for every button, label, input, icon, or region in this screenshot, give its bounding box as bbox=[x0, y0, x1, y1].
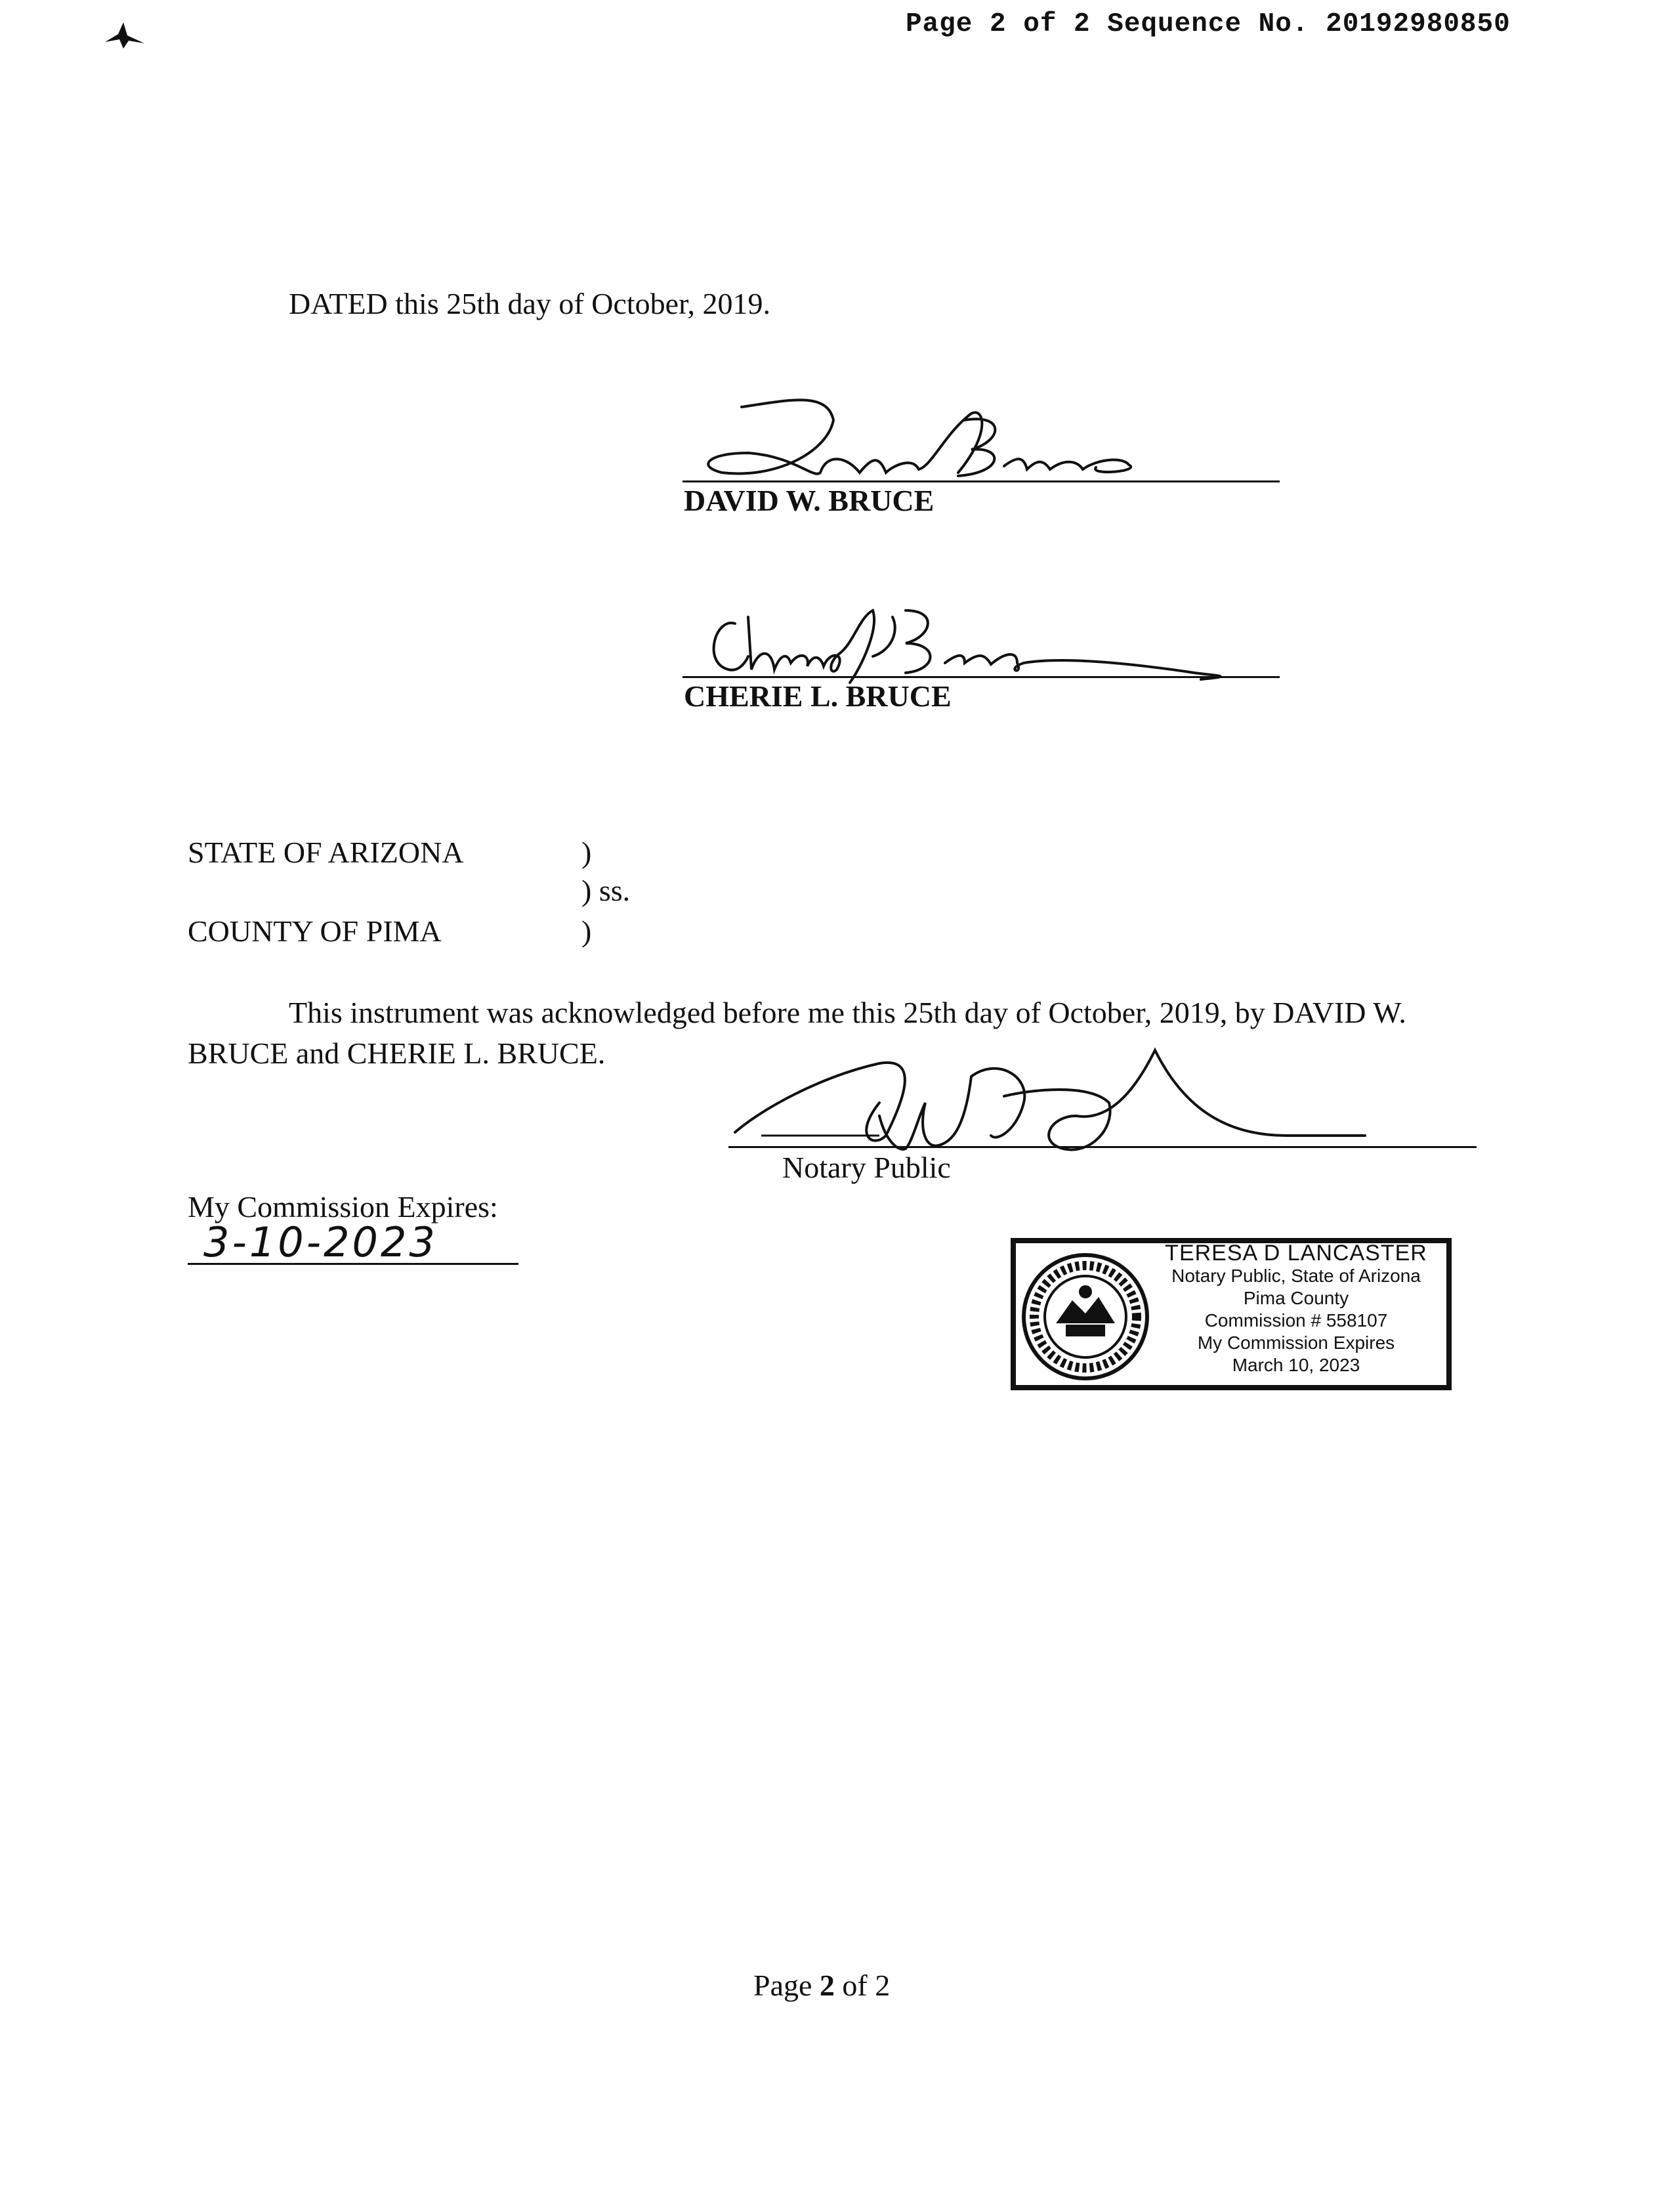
notary-signature bbox=[722, 1037, 1444, 1168]
signature-david-bruce bbox=[696, 394, 1155, 486]
corner-mark bbox=[98, 20, 151, 59]
stamp-expires-label: My Commission Expires bbox=[1197, 1332, 1395, 1353]
stamp-county: Pima County bbox=[1243, 1288, 1349, 1308]
stamp-commission-number: Commission # 558107 bbox=[1204, 1310, 1388, 1331]
stamp-title: Notary Public, State of Arizona bbox=[1171, 1266, 1421, 1286]
stamp-notary-name: TERESA D LANCASTER bbox=[1165, 1241, 1427, 1266]
page-footer-number: 2 bbox=[819, 1969, 835, 2002]
venue-state: STATE OF ARIZONA bbox=[188, 836, 464, 869]
page-footer bbox=[753, 1968, 890, 2003]
signature-line-1 bbox=[682, 480, 1280, 482]
commission-label: My Commission Expires: bbox=[188, 1190, 498, 1224]
signer-name-1: DAVID W. BRUCE bbox=[684, 484, 934, 517]
commission-date-line bbox=[188, 1263, 518, 1265]
venue-paren-ss: ) ss. bbox=[581, 874, 631, 907]
venue-county: COUNTY OF PIMA bbox=[188, 914, 442, 948]
notary-signature-line bbox=[728, 1146, 1477, 1148]
signature-cherie-bruce bbox=[696, 591, 1260, 689]
page-footer-of: of 2 bbox=[842, 1969, 891, 2002]
dated-line: DATED this 25th day of October, 2019. bbox=[289, 287, 771, 320]
notary-label: Notary Public bbox=[782, 1151, 951, 1184]
acknowledgment-text: This instrument was acknowledged before me this 25th day of October, 2019, by DAVID W. BRUCE and CHERIE L. BRUCE. bbox=[188, 996, 1406, 1070]
signer-name-2: CHERIE L. BRUCE bbox=[684, 679, 952, 713]
page-footer-prefix: Page bbox=[753, 1969, 812, 2002]
venue-paren-3: ) bbox=[581, 914, 592, 948]
signature-line-2 bbox=[682, 676, 1280, 678]
state-seal-icon bbox=[1020, 1251, 1151, 1382]
venue-paren-1: ) bbox=[581, 836, 592, 869]
sequence-header: Page 2 of 2 Sequence No. 20192980850 bbox=[906, 9, 1511, 39]
commission-date-handwritten: 3-10-2023 bbox=[203, 1218, 438, 1266]
stamp-expires-date: March 10, 2023 bbox=[1232, 1355, 1360, 1375]
